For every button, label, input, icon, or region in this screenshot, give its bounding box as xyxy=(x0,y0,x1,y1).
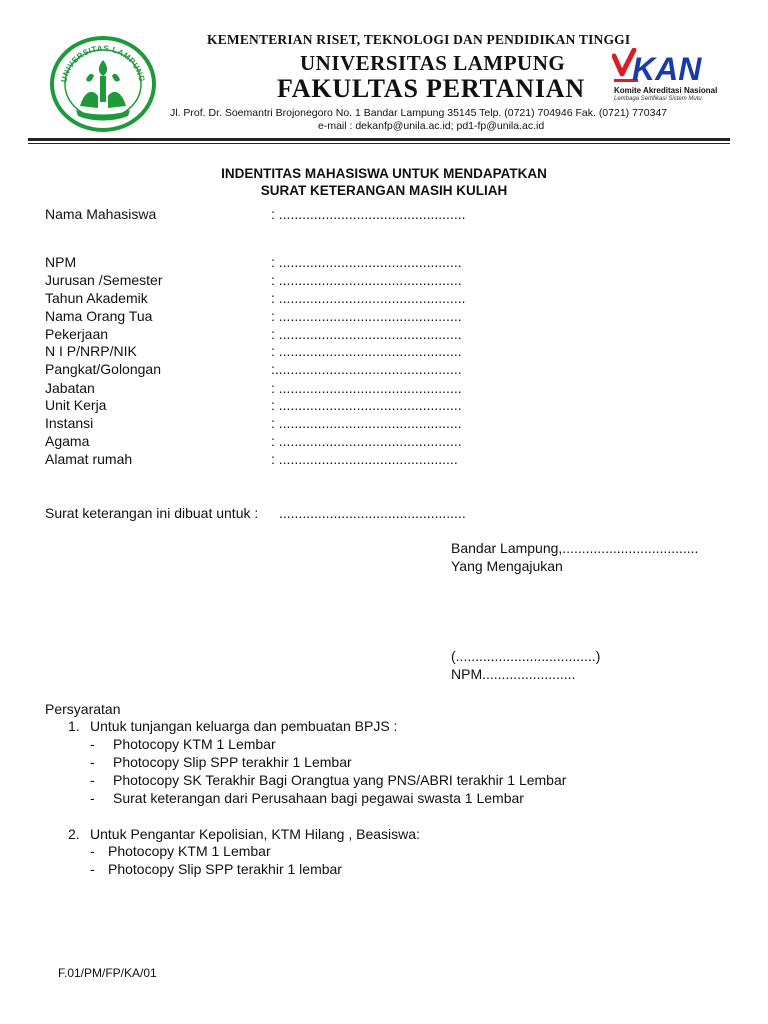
field-value-pangkat-golongan[interactable]: :................................................ xyxy=(271,361,462,377)
university-logo xyxy=(50,36,156,132)
bullet-dash: - xyxy=(90,772,95,788)
bullet-dash: - xyxy=(90,843,95,859)
field-value-jurusan-semester[interactable]: : ............................................... xyxy=(271,272,462,288)
field-label-alamat-rumah: Alamat rumah xyxy=(45,451,133,467)
header-rule-thin xyxy=(28,143,730,144)
field-label-pekerjaan: Pekerjaan xyxy=(45,326,109,342)
field-value-nama-mahasiswa[interactable]: : ................................................ xyxy=(271,206,466,222)
field-label-jabatan: Jabatan xyxy=(45,380,95,396)
header-rule-thick xyxy=(28,138,730,141)
field-value-unit-kerja[interactable]: : ............................................... xyxy=(271,397,462,413)
logo-text: UNIVERSITAS LAMPUNG xyxy=(59,43,147,84)
requirement-1-item: Photocopy Slip SPP terakhir 1 Lembar xyxy=(113,754,352,770)
requirements-heading: Persyaratan xyxy=(45,701,121,717)
kan-subtitle: Lembaga Sertifikasi Sistem Mutu xyxy=(614,96,702,102)
form-title-line-2: SURAT KETERANGAN MASIH KULIAH xyxy=(260,183,508,198)
requirement-1-number: 1. xyxy=(68,718,80,734)
university-name: UNIVERSITAS LAMPUNG xyxy=(300,51,566,75)
field-label-jurusan-semester: Jurusan /Semester xyxy=(45,272,163,288)
requirement-1-item: Photocopy KTM 1 Lembar xyxy=(113,736,276,752)
form-code: F.01/PM/FP/KA/01 xyxy=(58,966,157,980)
form-title-line-1: INDENTITAS MAHASISWA UNTUK MENDAPATKAN xyxy=(221,166,547,181)
field-value-nama-orang-tua[interactable]: : ............................................... xyxy=(271,308,462,324)
field-label-nama-orang-tua: Nama Orang Tua xyxy=(45,308,153,324)
purpose-label: Surat keterangan ini dibuat untuk : xyxy=(45,505,259,521)
bullet-dash: - xyxy=(90,736,95,752)
field-label-agama: Agama xyxy=(45,433,90,449)
field-label-pangkat-golongan: Pangkat/Golongan xyxy=(45,361,161,377)
field-value-agama[interactable]: : ............................................... xyxy=(271,433,462,449)
field-label-npm: NPM xyxy=(45,254,77,270)
ministry-name: KEMENTERIAN RISET, TEKNOLOGI DAN PENDIDIKAN TINGGI xyxy=(207,32,631,47)
faculty-address: Jl. Prof. Dr. Soemantri Brojonegoro No. 1 Bandar Lampung 35145 Telp. (0721) 704946 Fak. (0721) 770347 xyxy=(170,107,668,119)
field-value-npm[interactable]: : ............................................... xyxy=(271,254,462,270)
bullet-dash: - xyxy=(90,754,95,770)
kan-full-name: Komite Akreditasi Nasional xyxy=(614,86,718,95)
requirement-2-number: 2. xyxy=(68,826,80,842)
bullet-dash: - xyxy=(90,861,95,877)
field-value-pekerjaan[interactable]: : ............................................... xyxy=(271,326,462,342)
field-label-unit-kerja: Unit Kerja xyxy=(45,397,107,413)
field-label-instansi: Instansi xyxy=(45,415,94,431)
requirement-2-item: Photocopy KTM 1 Lembar xyxy=(108,843,271,859)
field-value-nip-nrp-nik[interactable]: : ............................................... xyxy=(271,343,462,359)
signature-applicant-label: Yang Mengajukan xyxy=(451,558,563,574)
field-value-alamat-rumah[interactable]: : .............................................. xyxy=(271,451,458,467)
requirement-2-item: Photocopy Slip SPP terakhir 1 lembar xyxy=(108,861,342,877)
signature-name-line[interactable]: (....................................) xyxy=(451,648,601,664)
purpose-value[interactable]: ................................................ xyxy=(279,505,466,521)
field-value-jabatan[interactable]: : ............................................... xyxy=(271,380,462,396)
field-label-nama-mahasiswa: Nama Mahasiswa xyxy=(45,206,157,222)
bullet-dash: - xyxy=(90,790,95,806)
requirement-1-item: Photocopy SK Terakhir Bagi Orangtua yang PNS/ABRI terakhir 1 Lembar xyxy=(113,772,567,788)
field-label-tahun-akademik: Tahun Akademik xyxy=(45,290,148,306)
field-label-nip-nrp-nik: N I P/NRP/NIK xyxy=(45,343,137,359)
kan-wordmark: KAN xyxy=(632,51,702,87)
signature-npm-line[interactable]: NPM........................ xyxy=(451,666,576,682)
faculty-email: e-mail : dekanfp@unila.ac.id; pd1-fp@unila.ac.id xyxy=(318,120,545,132)
signature-place-date[interactable]: Bandar Lampung,................................... xyxy=(451,540,699,556)
requirement-2-title: Untuk Pengantar Kepolisian, KTM Hilang , Beasiswa: xyxy=(90,826,420,842)
requirement-1-item: Surat keterangan dari Perusahaan bagi pegawai swasta 1 Lembar xyxy=(113,790,524,806)
field-value-instansi[interactable]: : ............................................... xyxy=(271,415,462,431)
faculty-name: FAKULTAS PERTANIAN xyxy=(277,74,585,103)
field-value-tahun-akademik[interactable]: : ................................................ xyxy=(271,290,466,306)
requirement-1-title: Untuk tunjangan keluarga dan pembuatan BPJS : xyxy=(90,718,398,734)
